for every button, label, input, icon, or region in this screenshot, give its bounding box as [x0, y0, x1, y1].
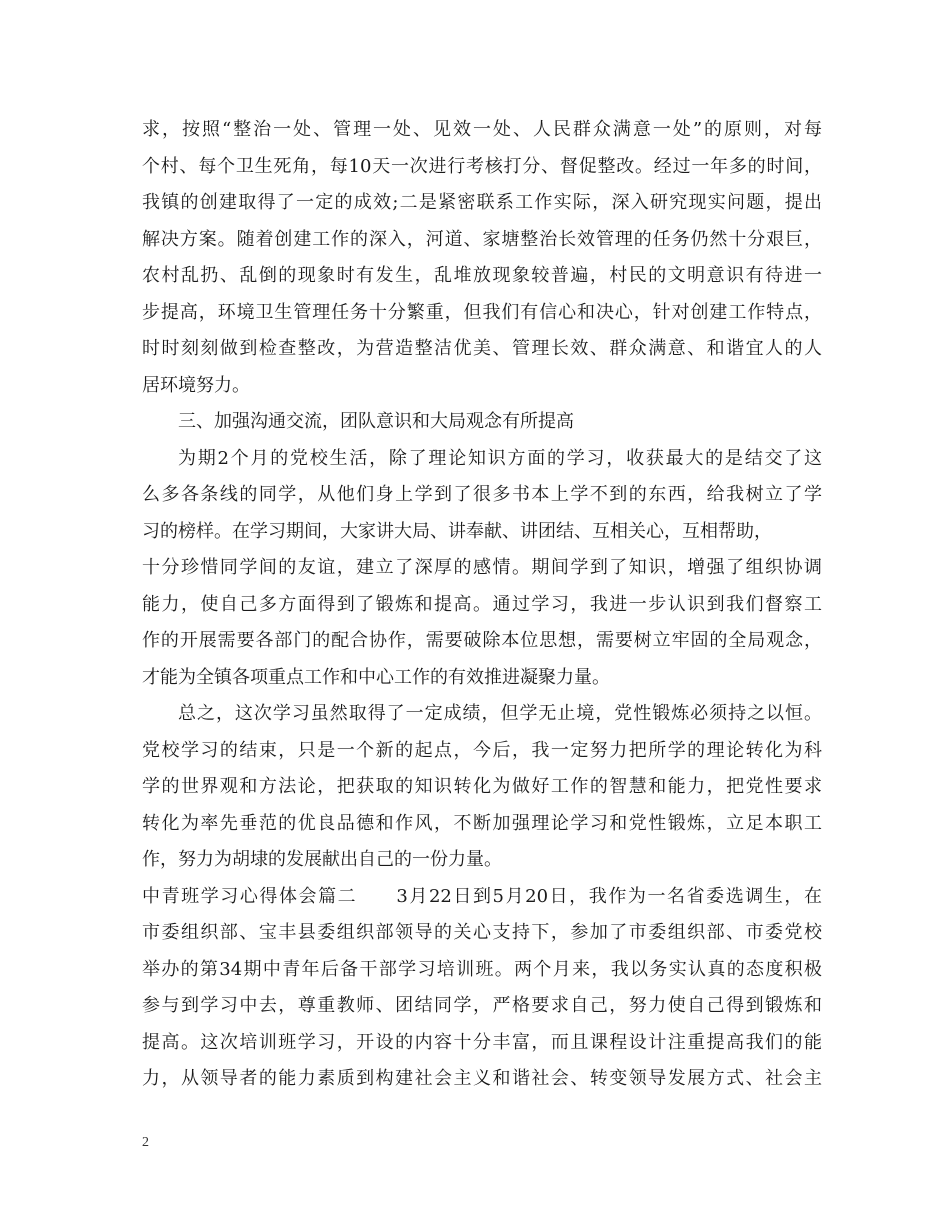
text-line: 居环境努力。: [142, 374, 250, 396]
text-line: 求，按照“整治一处、管理一处、见效一处、人民群众满意一处”的原则，对每: [142, 119, 822, 140]
document-body: [142, 112, 822, 1098]
text-line: 个村、每个卫生死角，每10天一次进行考核打分、督促整改。经过一年多的时间，: [142, 155, 822, 177]
text-line: 为期2个月的党校生活，除了理论知识方面的学习，收获最大的是结交了这: [178, 447, 822, 469]
text-line: 转化为率先垂范的优良品德和作风，不断加强理论学习和党性锻炼，立足本职工: [142, 812, 822, 834]
text-line: 市委组织部、宝丰县委组织部领导的关心支持下，参加了市委组织部、市委党校: [142, 922, 822, 943]
text-line: 参与到学习中去，尊重教师、团结同学，严格要求自己，努力使自己得到锻炼和: [142, 995, 822, 1016]
text-line: 十分珍惜同学间的友谊，建立了深厚的感情。期间学到了知识，增强了组织协调: [142, 557, 822, 578]
text-line: 能力，使自己多方面得到了锻炼和提高。通过学习，我进一步认识到我们督察工: [142, 593, 822, 615]
text-line: 总之，这次学习虽然取得了一定成绩，但学无止境，党性锻炼必须持之以恒。: [178, 703, 822, 724]
text-line: 才能为全镇各项重点工作和中心工作的有效推进凝聚力量。: [142, 666, 610, 688]
text-line: 我镇的创建取得了一定的成效;二是紧密联系工作实际，深入研究现实问题，提出: [142, 192, 822, 213]
text-line: 作的开展需要各部门的配合协作，需要破除本位思想，需要树立牢固的全局观念，: [142, 630, 822, 651]
text-line: 党校学习的结束，只是一个新的起点，今后，我一定努力把所学的理论转化为科: [142, 739, 822, 761]
text-line: 农村乱扔、乱倒的现象时有发生，乱堆放现象较普遍，村民的文明意识有待进一: [142, 265, 822, 286]
text-line: 作，努力为胡埭的发展献出自己的一份力量。: [142, 849, 502, 870]
text-line: 学的世界观和方法论，把获取的知识转化为做好工作的智慧和能力，把党性要求: [142, 776, 822, 797]
text-line: 提高。这次培训班学习，开设的内容十分丰富，而且课程设计注重提高我们的能: [142, 1031, 822, 1053]
text-line: 习的榜样。在学习期间，大家讲大局、讲奉献、讲团结、互相关心，互相帮助，: [142, 520, 772, 542]
text-line: 解决方案。随着创建工作的深入，河道、家塘整治长效管理的任务仍然十分艰巨，: [142, 228, 822, 250]
text-line: 中青班学习心得体会篇二 3月22日到5月20日，我作为一名省委选调生，在: [142, 885, 822, 907]
text-line: 举办的第34期中青年后备干部学习培训班。两个月来，我以务实认真的态度积极: [142, 958, 822, 980]
text-line: 步提高，环境卫生管理任务十分繁重，但我们有信心和决心，针对创建工作特点，: [142, 301, 822, 323]
text-line: 么多各条线的同学，从他们身上学到了很多书本上学不到的东西，给我树立了学: [142, 484, 822, 505]
page-number: 2: [142, 1135, 149, 1150]
text-line: 力，从领导者的能力素质到构建社会主义和谐社会、转变领导发展方式、社会主: [142, 1068, 822, 1089]
text-line: 时时刻刻做到检查整改，为营造整洁优美、管理长效、群众满意、和谐宜人的人: [142, 338, 822, 359]
text-line: 三、加强沟通交流，团队意识和大局观念有所提高: [178, 411, 574, 432]
